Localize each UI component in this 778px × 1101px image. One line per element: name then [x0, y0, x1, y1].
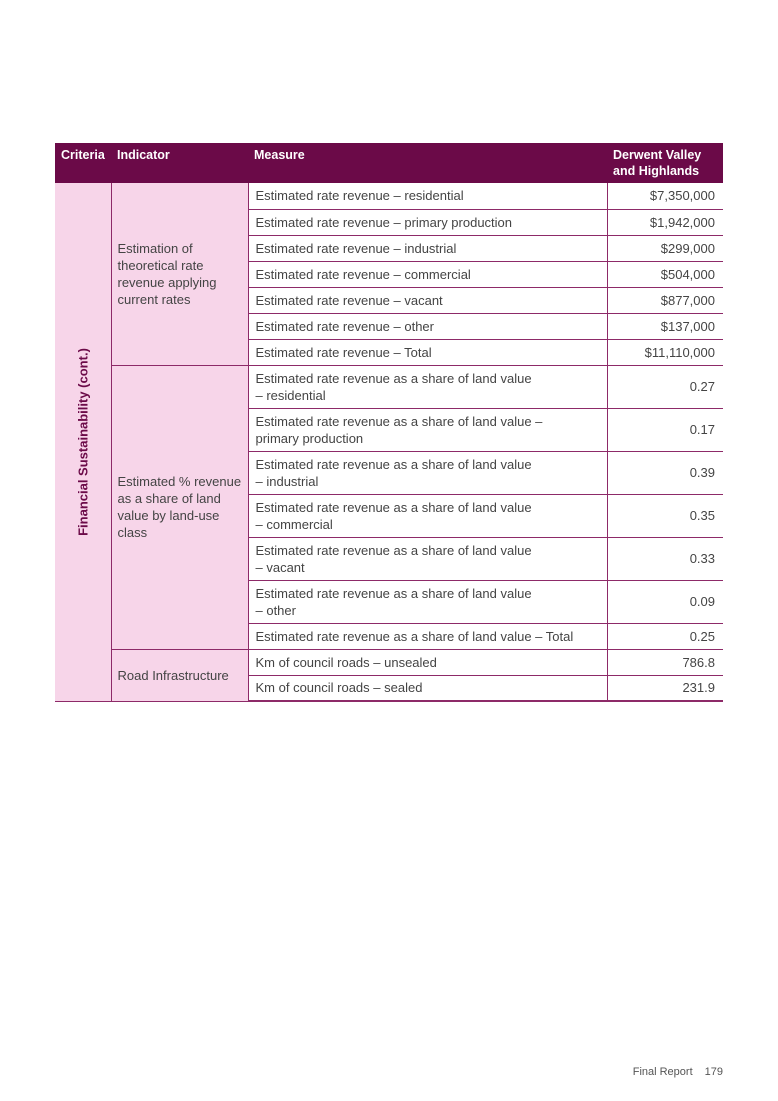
measure-line-1: Estimated rate revenue as a share of land value — [255, 499, 532, 515]
header-indicator: Indicator — [111, 143, 248, 183]
value-cell: 0.17 — [607, 408, 723, 451]
value-cell: 786.8 — [607, 649, 723, 675]
measure-line-2: – industrial — [255, 473, 319, 489]
value-cell: 0.27 — [607, 365, 723, 408]
criteria-label: Financial Sustainability (cont.) — [75, 347, 91, 536]
value-cell: $137,000 — [607, 313, 723, 339]
measure-cell: Estimated rate revenue – vacant — [248, 287, 607, 313]
value-cell: 0.25 — [607, 623, 723, 649]
value-cell: 0.09 — [607, 580, 723, 623]
table-row — [55, 365, 723, 408]
header-criteria: Criteria — [55, 143, 111, 183]
table-row — [55, 649, 723, 675]
measure-cell — [248, 408, 607, 451]
table-header-row — [55, 143, 723, 183]
value-cell: 0.33 — [607, 537, 723, 580]
value-cell: 0.39 — [607, 451, 723, 494]
measure-cell: Km of council roads – sealed — [248, 675, 607, 701]
measure-cell: Estimated rate revenue – residential — [248, 183, 607, 209]
data-table-wrapper — [55, 143, 723, 702]
measure-line-1: Estimated rate revenue as a share of land value — [255, 542, 532, 558]
indicator-cell: Estimated % revenue as a share of land value by land-use class — [111, 365, 248, 649]
header-measure: Measure — [248, 143, 607, 183]
measure-cell: Km of council roads – unsealed — [248, 649, 607, 675]
measure-line-1: Estimated rate revenue as a share of land value – — [255, 413, 543, 429]
measure-cell: Estimated rate revenue – other — [248, 313, 607, 339]
indicator-cell: Road Infrastructure — [111, 649, 248, 701]
value-cell: $11,110,000 — [607, 339, 723, 365]
measure-cell: Estimated rate revenue – industrial — [248, 235, 607, 261]
financial-sustainability-table — [55, 143, 723, 702]
measure-cell — [248, 451, 607, 494]
measure-cell: Estimated rate revenue as a share of land value – Total — [248, 623, 607, 649]
indicator-cell: Estimation of theoretical rate revenue applying current rates — [111, 183, 248, 365]
measure-line-1: Estimated rate revenue as a share of land value — [255, 370, 532, 386]
measure-cell: Estimated rate revenue – primary production — [248, 209, 607, 235]
header-region: Derwent Valley and Highlands — [607, 143, 723, 183]
measure-cell — [248, 365, 607, 408]
value-cell: $299,000 — [607, 235, 723, 261]
measure-cell: Estimated rate revenue – commercial — [248, 261, 607, 287]
measure-line-1: Estimated rate revenue as a share of land value — [255, 585, 532, 601]
measure-line-2: primary production — [255, 430, 364, 446]
measure-cell — [248, 494, 607, 537]
value-cell: $877,000 — [607, 287, 723, 313]
value-cell: $1,942,000 — [607, 209, 723, 235]
value-cell: $504,000 — [607, 261, 723, 287]
measure-cell: Estimated rate revenue – Total — [248, 339, 607, 365]
measure-line-2: – other — [255, 602, 296, 618]
value-cell: $7,350,000 — [607, 183, 723, 209]
value-cell: 0.35 — [607, 494, 723, 537]
page-number: 179 — [704, 1066, 723, 1078]
measure-cell — [248, 537, 607, 580]
measure-line-2: – commercial — [255, 516, 333, 532]
criteria-cell — [55, 183, 111, 701]
measure-cell — [248, 580, 607, 623]
value-cell: 231.9 — [607, 675, 723, 701]
table-row — [55, 183, 723, 209]
measure-line-2: – vacant — [255, 559, 305, 575]
page-footer — [621, 1066, 723, 1078]
measure-line-2: – residential — [255, 387, 326, 403]
footer-label: Final Report — [632, 1066, 693, 1078]
measure-line-1: Estimated rate revenue as a share of land value — [255, 456, 532, 472]
